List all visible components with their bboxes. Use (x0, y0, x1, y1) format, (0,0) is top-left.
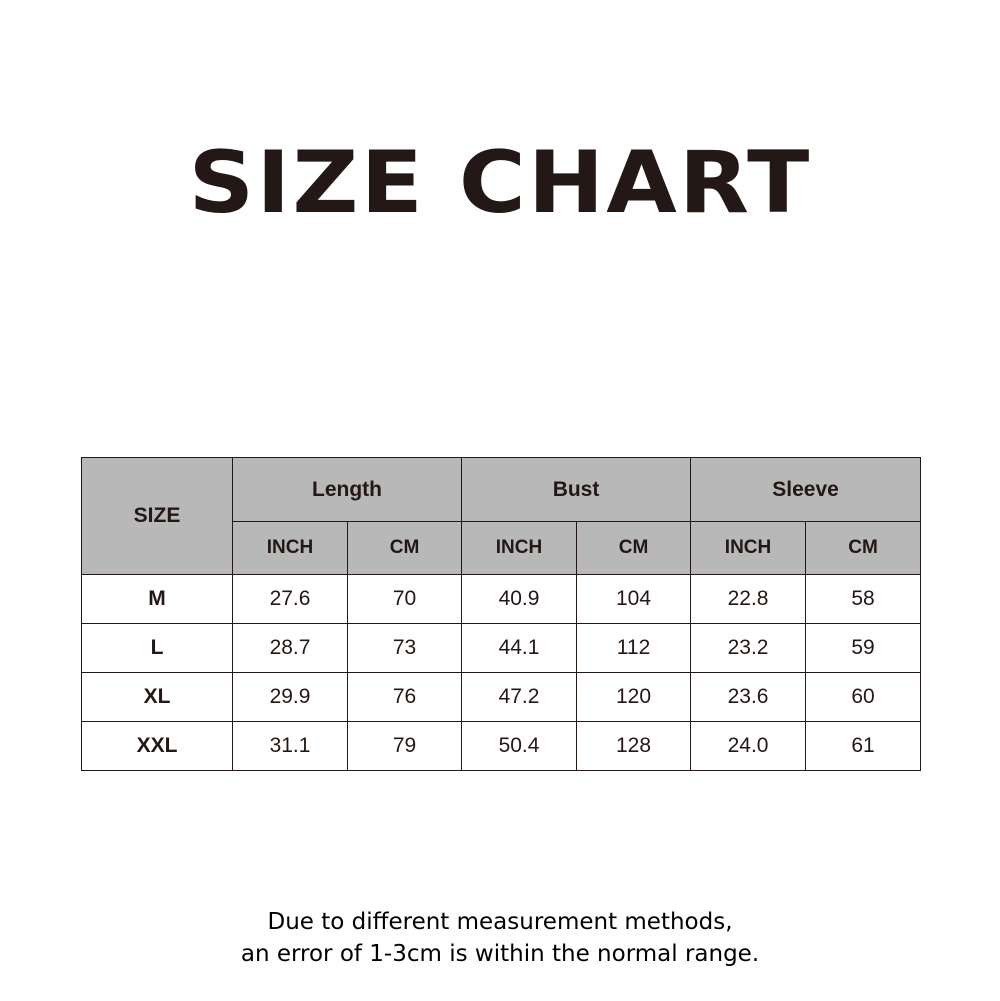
table-cell: 73 (348, 624, 462, 673)
unit-header: CM (806, 522, 921, 575)
table-row (82, 722, 921, 771)
table-cell: 70 (348, 575, 462, 624)
unit-header: INCH (691, 522, 806, 575)
table-cell: 23.2 (691, 624, 806, 673)
table-cell: 58 (806, 575, 921, 624)
sleeve-group-header: Sleeve (691, 458, 921, 522)
size-chart-table (81, 457, 921, 771)
note-line-1: Due to different measurement methods, (267, 909, 733, 935)
table-cell: 31.1 (233, 722, 348, 771)
table-cell: 61 (806, 722, 921, 771)
table-cell: 120 (577, 673, 691, 722)
header-row-groups (82, 458, 921, 522)
table-cell: 44.1 (462, 624, 577, 673)
table-cell: 28.7 (233, 624, 348, 673)
page-title: SIZE CHART (188, 133, 812, 233)
table-cell: 29.9 (233, 673, 348, 722)
table-cell: 76 (348, 673, 462, 722)
table-row (82, 624, 921, 673)
unit-header: INCH (233, 522, 348, 575)
table-cell: 24.0 (691, 722, 806, 771)
table-cell: 23.6 (691, 673, 806, 722)
table-cell: 50.4 (462, 722, 577, 771)
unit-header: INCH (462, 522, 577, 575)
bust-group-header: Bust (462, 458, 691, 522)
table-row (82, 673, 921, 722)
unit-header: CM (577, 522, 691, 575)
table-cell: 22.8 (691, 575, 806, 624)
table-cell: 40.9 (462, 575, 577, 624)
table-cell: 47.2 (462, 673, 577, 722)
table-cell: 112 (577, 624, 691, 673)
size-column-header: SIZE (82, 458, 233, 575)
size-label: XXL (82, 722, 233, 771)
size-label: L (82, 624, 233, 673)
measurement-note (0, 906, 1000, 970)
length-group-header: Length (233, 458, 462, 522)
size-label: M (82, 575, 233, 624)
table-cell: 104 (577, 575, 691, 624)
table-row (82, 575, 921, 624)
table-cell: 128 (577, 722, 691, 771)
table-cell: 60 (806, 673, 921, 722)
size-label: XL (82, 673, 233, 722)
table-cell: 27.6 (233, 575, 348, 624)
note-line-2: an error of 1-3cm is within the normal range. (240, 941, 760, 967)
table-cell: 79 (348, 722, 462, 771)
unit-header: CM (348, 522, 462, 575)
table-cell: 59 (806, 624, 921, 673)
